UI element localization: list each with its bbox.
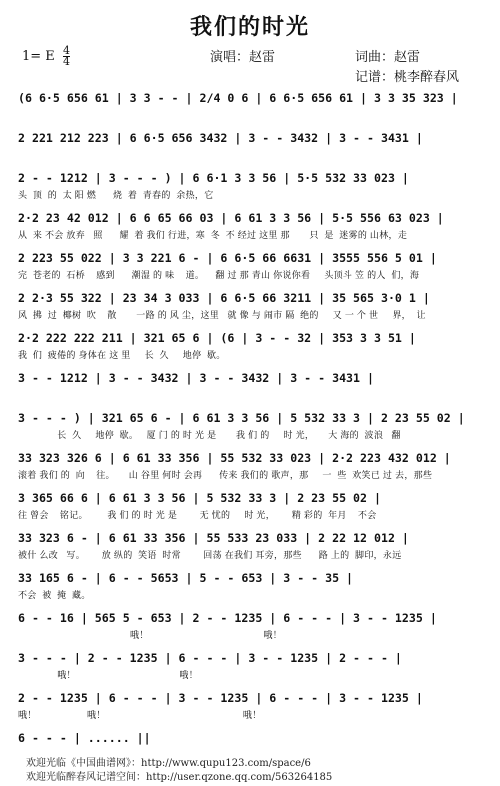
score-line (18, 608, 488, 648)
notation-line: (6 6·5 656 61 | 3 3 - - | 2/4 0 6 | 6 6·5 656 61 | 3 3 35 323 | (18, 91, 458, 105)
lyricist-credit: 词曲：赵雷 (355, 50, 421, 65)
score-line (18, 488, 488, 528)
lyric-line: 哦！ 哦！ 哦！ (18, 710, 262, 720)
notation-line: 3 365 66 6 | 6 61 3 3 56 | 5 532 33 3 | 2 23 55 02 | (18, 491, 381, 505)
score-line (18, 248, 488, 288)
lyric-line: 被什 么改 写。 放 纵的 笑语 时常 回荡 在我们 耳旁，那些 路 上的 脚印，永远 (18, 550, 402, 560)
notation-line: 2 221 212 223 | 6 6·5 656 3432 | 3 - - 3432 | 3 - - 3431 | (18, 131, 423, 145)
lyric-line (18, 388, 488, 402)
lyric-line: 哦！ 哦！ (18, 670, 199, 680)
lyric-line: 长 久 地停 歇。 厦 门 的 时 光 是 我 们 的 时 光， 大 海的 波浪 翻 (18, 430, 401, 440)
lyric-line: 风 拂 过 椰树 吹 散 一路 的 风 尘，这里 就 像 与 闹市 隔 绝的 又 一 个 世 界， 让 (18, 310, 426, 320)
time-denominator: 4 (62, 55, 70, 68)
time-signature (63, 46, 70, 67)
notation-line: 3 - - - ) | 321 65 6 - | 6 61 3 3 56 | 5 532 33 3 | 2 23 55 02 | (18, 411, 465, 425)
footer-credit: 欢迎光临《中国曲谱网》：http://www.qupu123.com/space/6 (26, 758, 311, 769)
notation-line: 2 223 55 022 | 3 3 221 6 - | 6 6·5 66 6631 | 3555 556 5 01 | (18, 251, 437, 265)
score-line (18, 208, 488, 248)
lyric-line (18, 108, 488, 122)
lyric-line: 完 苍老的 石桥 感到 潮湿 的 味 道。 翻 过 那 青山 你说你看 头顶斗 笠 的人 们，海 (18, 270, 420, 280)
score-line (18, 88, 488, 128)
notation-line: 6 - - - | ...... || (18, 731, 151, 745)
notation-line: 3 - - - | 2 - - 1235 | 6 - - - | 3 - - 1235 | 2 - - - | (18, 651, 402, 665)
lyric-line: 从 来 不会 放弃 照 耀 着 我们 行进，寒 冬 不 经过 这里 那 只 是 迷雾的 山林，走 (18, 230, 408, 240)
notation-line: 33 323 326 6 | 6 61 33 356 | 55 532 33 023 | 2·2 223 432 012 | (18, 451, 451, 465)
notation-line: 2·2 23 42 012 | 6 6 65 66 03 | 6 61 3 3 56 | 5·5 556 63 023 | (18, 211, 444, 225)
notator-credit: 记谱：桃李醉春风 (355, 70, 460, 85)
score-line (18, 128, 488, 168)
score-line (18, 368, 488, 408)
score-line (18, 168, 488, 208)
notation-line: 2 2·3 55 322 | 23 34 3 033 | 6 6·5 66 3211 | 35 565 3·0 1 | (18, 291, 430, 305)
notation-line: 6 - - 16 | 565 5 - 653 | 2 - - 1235 | 6 - - - | 3 - - 1235 | (18, 611, 437, 625)
lyric-line: 头 顶 的 太 阳 燃 烧 着 青春的 余热，它 (18, 190, 214, 200)
lyric-line: 不会 被 掩 藏。 (18, 590, 91, 600)
lyric-line: 往 曾会 铭记。 我 们 的 时 光 是 无 忧的 时 光， 精 彩的 年月 不会 (18, 510, 377, 520)
lyric-line: 哦！ 哦！ (18, 630, 283, 640)
score-line (18, 528, 488, 568)
singer-credit: 演唱：赵雷 (210, 50, 276, 65)
song-title: 我们的时光 (189, 14, 310, 40)
score-body (18, 88, 488, 758)
score-line (18, 648, 488, 688)
notation-line: 2 - - 1212 | 3 - - - ) | 6 6·1 3 3 56 | 5·5 532 33 023 | (18, 171, 409, 185)
notation-line: 2 - - 1235 | 6 - - - | 3 - - 1235 | 6 - - - | 3 - - 1235 | (18, 691, 423, 705)
notation-line: 3 - - 1212 | 3 - - 3432 | 3 - - 3432 | 3 - - 3431 | (18, 371, 374, 385)
score-line (18, 328, 488, 368)
notation-line: 2·2 222 222 211 | 321 65 6 | (6 | 3 - - 32 | 353 3 3 51 | (18, 331, 416, 345)
lyric-line (18, 148, 488, 162)
lyric-line: 我 们 疲倦的 身体在 这 里 长 久 地停 歇。 (18, 350, 226, 360)
key-label: 1= E (22, 49, 55, 64)
score-line (18, 568, 488, 608)
notation-line: 33 165 6 - | 6 - - 5653 | 5 - - 653 | 3 - - 35 | (18, 571, 354, 585)
score-line (18, 408, 488, 448)
key-signature (22, 46, 70, 67)
score-line (18, 448, 488, 488)
score-line (18, 688, 488, 728)
lyric-line: 滚着 我们 的 向 往。 山 谷里 何时 会再 传来 我们的 歌声，那 一 些 欢笑已 过 去，那些 (18, 470, 433, 480)
notation-line: 33 323 6 - | 6 61 33 356 | 55 533 23 033 | 2 22 12 012 | (18, 531, 409, 545)
score-line (18, 288, 488, 328)
time-numerator: 4 (62, 44, 70, 57)
footer-credit: 欢迎光临醉春风记谱空间：http://user.qzone.qq.com/563264185 (26, 772, 333, 783)
